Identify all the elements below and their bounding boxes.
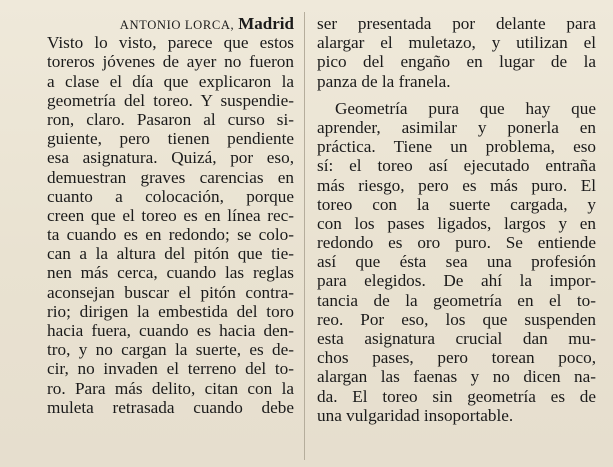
text-line: tro, y no cargan la suerte, es de-	[47, 340, 294, 360]
text-line: guiente, pero tienen pendiente	[47, 129, 294, 149]
byline	[47, 14, 294, 33]
text-line: sí: el toreo así ejecutado entraña	[317, 156, 596, 176]
text-line: para elegidos. De ahí la impor-	[317, 271, 596, 291]
text-line: aprender, asimilar y ponerla en	[317, 117, 596, 137]
text-line: más riesgo, pero es más puro. El	[317, 175, 596, 195]
text-line: esta asignatura crucial dan mu-	[317, 329, 596, 348]
text-line: a clase el día que explicaron la	[47, 71, 294, 91]
text-line: ron, claro. Pasaron al curso si-	[47, 109, 294, 129]
text-line: nen más cerca, cuando las reglas	[47, 263, 294, 283]
text-line: reo. Por eso, los que suspenden	[317, 309, 596, 329]
text-line: aconsejan buscar el pitón contra-	[47, 282, 294, 302]
text-line: Visto lo visto, parece que estos	[47, 33, 294, 53]
text-line: alargan las faenas y no dicen na-	[317, 367, 596, 387]
byline-author: ANTONIO LORCA,	[119, 18, 235, 32]
text-line: can a la altura del pitón que tie-	[47, 244, 294, 264]
text-line: redondo es oro puro. Se entiende	[317, 233, 596, 253]
text-line: con los pases ligados, largos y en	[317, 213, 596, 233]
text-line: da. El toreo sin geometría es de	[317, 386, 596, 406]
text-line: toreo con la suerte cargada, y	[317, 194, 596, 214]
text-line: alargar el muletazo, y utilizan el	[317, 33, 596, 53]
text-line: Geometría pura que hay que	[335, 98, 596, 118]
text-line: panza de la franela.	[317, 71, 451, 91]
text-line: ro. Para más delito, citan con la	[47, 378, 294, 398]
text-line: esa asignatura. Quizá, por eso,	[47, 148, 294, 168]
text-line: geometría del toreo. Y suspendie-	[47, 90, 294, 110]
paragraph-gap	[317, 91, 596, 99]
text-line: hacia fuera, cuando es hacia den-	[47, 321, 294, 340]
text-line: demuestran graves carencias en	[47, 167, 294, 187]
text-line: creen que el toreo es en línea rec-	[47, 205, 294, 225]
left-column	[47, 14, 294, 417]
text-line: práctica. Tiene un problema, eso	[317, 137, 596, 157]
text-line: muleta retrasada cuando debe	[47, 397, 294, 417]
text-line: toreros jóvenes de ayer no fueron	[47, 52, 294, 72]
text-line: pico del engaño en lugar de la	[317, 52, 596, 72]
text-line: chos pases, pero torean poco,	[317, 348, 596, 368]
text-line: cir, no invaden el terreno del to-	[47, 359, 294, 379]
text-line: cuanto a colocación, porque	[47, 186, 294, 206]
text-line: rio; dirigen la embestida del toro	[47, 301, 294, 321]
text-line: así que ésta sea una profesión	[317, 252, 596, 272]
right-column	[317, 14, 596, 425]
text-line: una vulgaridad insoportable.	[317, 405, 514, 425]
byline-city: Madrid	[238, 14, 294, 33]
text-line: tancia de la geometría en el to-	[317, 290, 596, 310]
column-divider	[304, 12, 305, 460]
text-line: ta cuando es en redondo; se colo-	[47, 225, 294, 245]
text-line: ser presentada por delante para	[317, 14, 596, 33]
